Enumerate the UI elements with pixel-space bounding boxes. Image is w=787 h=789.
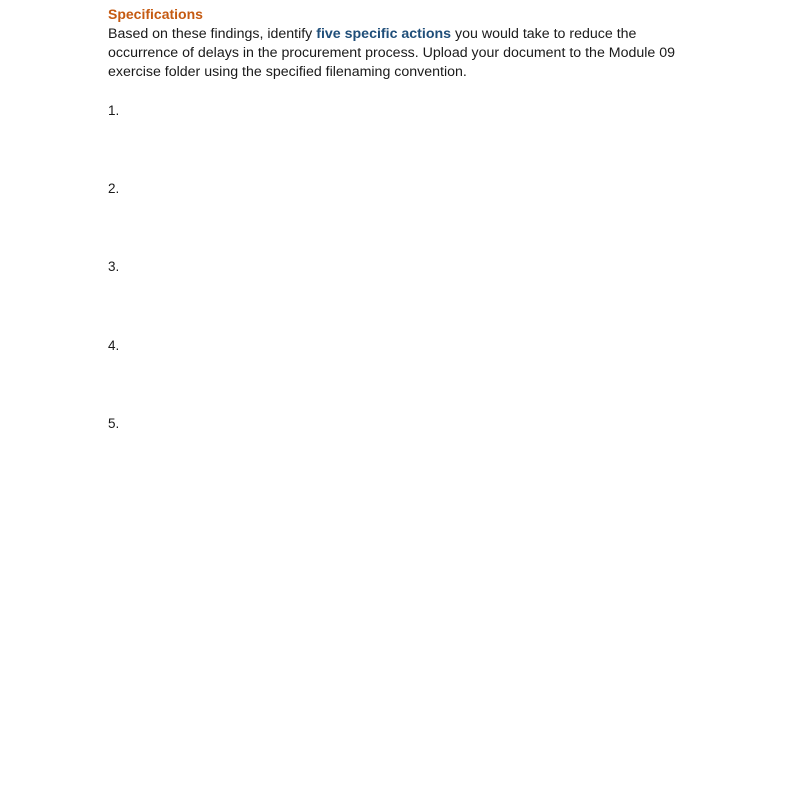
list-item-number-5: 5. bbox=[108, 416, 120, 431]
list-item-number-4: 4. bbox=[108, 338, 120, 353]
section-heading: Specifications bbox=[108, 6, 203, 22]
instructions-emphasis: five specific actions bbox=[316, 26, 452, 42]
instructions-text-before: Based on these findings, identify bbox=[108, 26, 317, 42]
list-item-number-3: 3. bbox=[108, 259, 120, 274]
instructions-text-after: you would take to reduce the occurrence of delays in the procurement process. Upload your document to the Module 09 exercise folder using the specified filenaming convention. bbox=[108, 26, 676, 80]
instructions-paragraph bbox=[108, 25, 698, 82]
list-item-number-2: 2. bbox=[108, 181, 120, 196]
document-page bbox=[108, 5, 698, 431]
list-item-number-1: 1. bbox=[108, 103, 120, 118]
